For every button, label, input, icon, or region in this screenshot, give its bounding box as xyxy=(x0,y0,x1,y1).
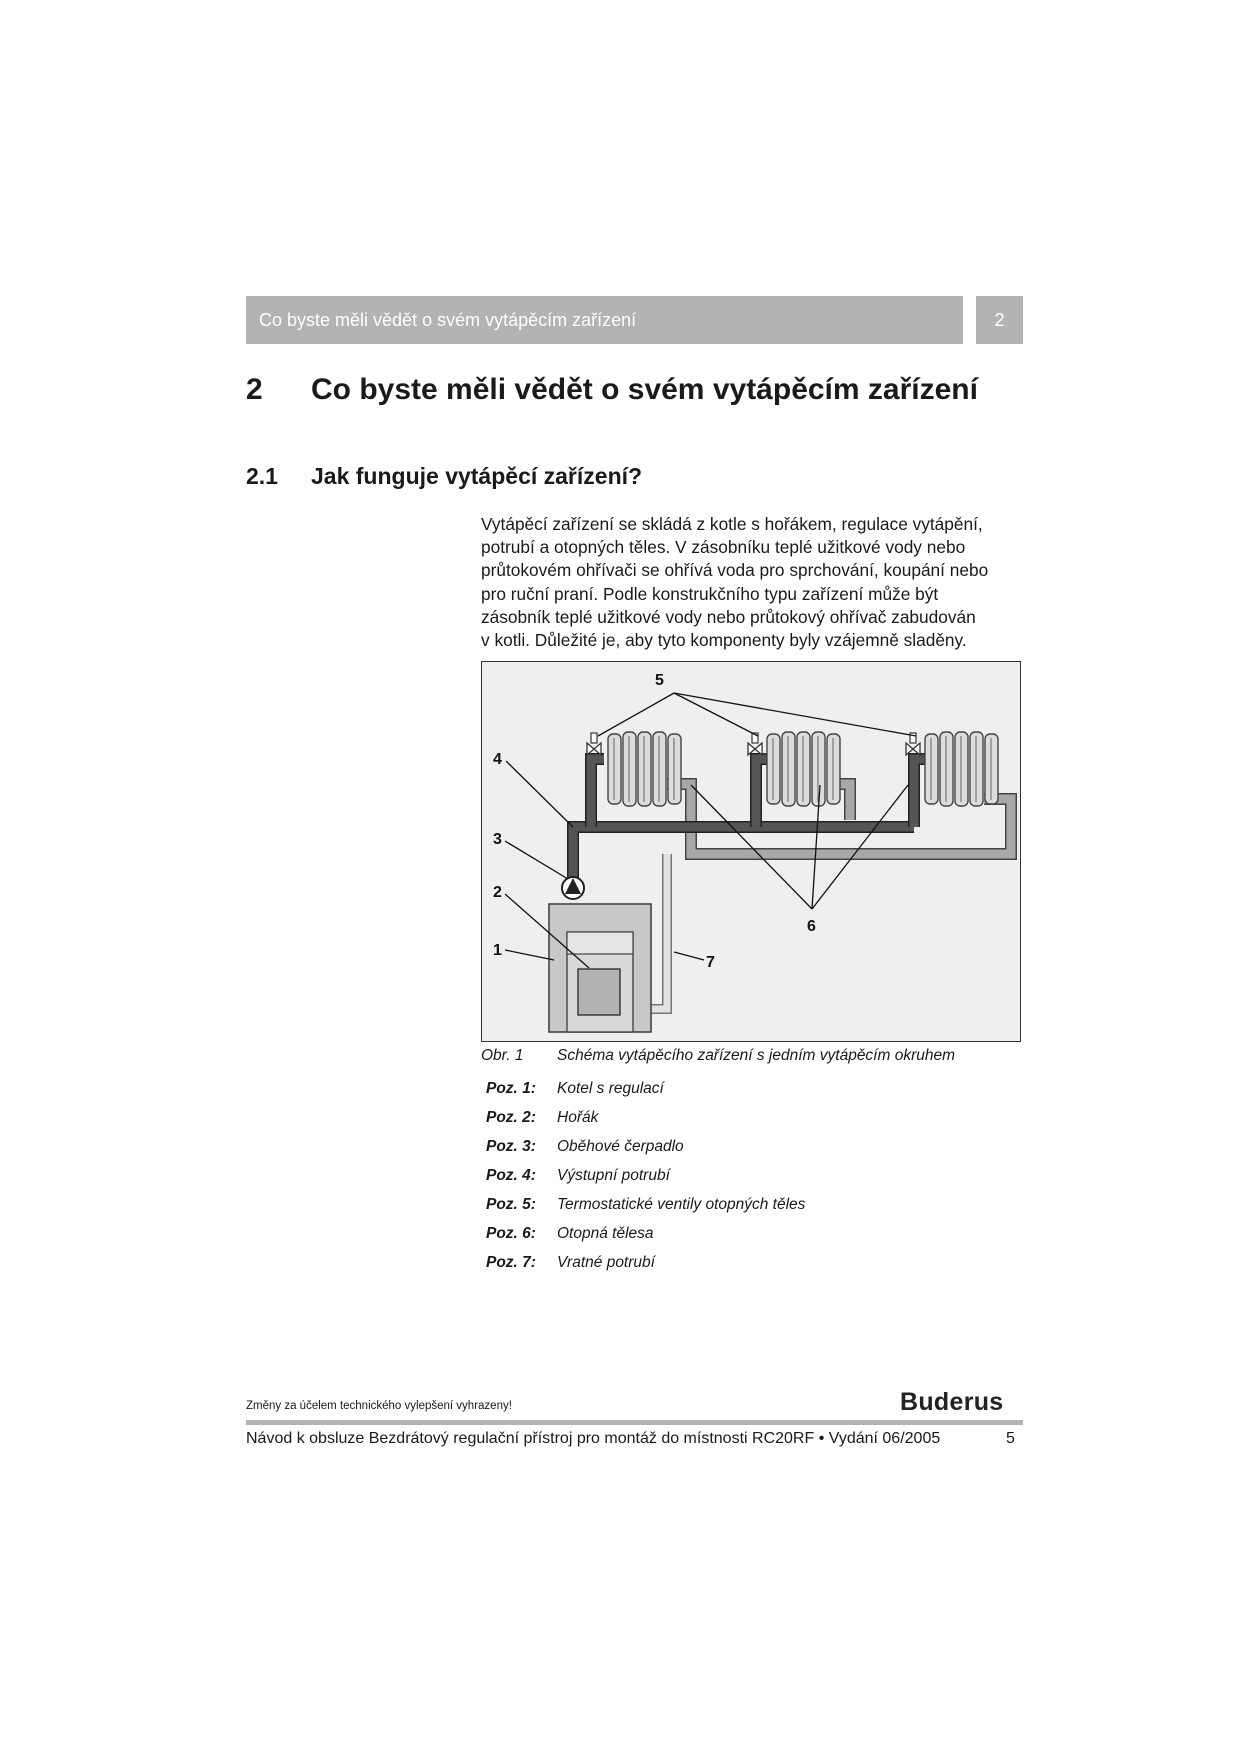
radiator xyxy=(767,732,840,806)
chapter-heading-number: 2 xyxy=(246,373,263,406)
body-line: zásobník teplé užitkové vody nebo průtokový ohřívač zabudován xyxy=(481,606,976,627)
body-line: pro ruční praní. Podle konstrukčního typu zařízení může být xyxy=(481,583,939,604)
thermostatic-valve xyxy=(906,733,920,755)
diagram-label-1: 1 xyxy=(493,942,502,959)
diagram-label-4: 4 xyxy=(493,751,502,768)
diagram-label-2: 2 xyxy=(493,884,502,901)
footer-document-title: Návod k obsluze Bezdrátový regulační přístroj pro montáž do místnosti RC20RF • Vydání 06/2005 xyxy=(246,1430,941,1447)
legend-value: Termostatické ventily otopných těles xyxy=(557,1196,806,1213)
footer-divider xyxy=(246,1420,1023,1425)
running-header xyxy=(246,296,963,344)
body-line: průtokovém ohřívači se ohřívá voda pro sprchování, koupání nebo xyxy=(481,560,989,581)
diagram-svg xyxy=(482,662,1020,1041)
legend-value: Hořák xyxy=(557,1109,599,1126)
radiator xyxy=(608,732,681,806)
figure-caption-label: Obr. 1 xyxy=(481,1047,524,1064)
body-line: v kotli. Důležité je, aby tyto komponenty byly vzájemně sladěny. xyxy=(481,630,967,651)
boiler xyxy=(549,904,651,1032)
brand-logo: Buderus xyxy=(900,1388,1004,1416)
thermostatic-valve xyxy=(748,733,762,755)
body-paragraph xyxy=(481,513,1031,652)
legend-key: Poz. 5: xyxy=(486,1196,536,1213)
thermostatic-valve xyxy=(587,733,601,755)
body-line: potrubí a otopných těles. V zásobníku teplé užitkové vody nebo xyxy=(481,537,966,558)
section-heading-number: 2.1 xyxy=(246,463,278,489)
legend-value: Výstupní potrubí xyxy=(557,1167,670,1184)
running-header-title: Co byste měli vědět o svém vytápěcím zařízení xyxy=(259,310,637,330)
circulation-pump xyxy=(562,877,584,899)
legend-key: Poz. 2: xyxy=(486,1109,536,1126)
legend-key: Poz. 3: xyxy=(486,1138,536,1155)
footer-note: Změny za účelem technického vylepšení vyhrazeny! xyxy=(246,1400,512,1412)
radiator xyxy=(925,732,998,806)
heating-system-diagram xyxy=(481,661,1021,1042)
page-number: 5 xyxy=(1006,1430,1015,1447)
legend-key: Poz. 7: xyxy=(486,1254,536,1271)
legend-key: Poz. 4: xyxy=(486,1167,536,1184)
section-heading-text: Jak funguje vytápěcí zařízení? xyxy=(311,463,643,489)
legend-value: Oběhové čerpadlo xyxy=(557,1138,684,1155)
figure-caption-text: Schéma vytápěcího zařízení s jedním vytápěcím okruhem xyxy=(557,1047,956,1064)
legend-value: Kotel s regulací xyxy=(557,1080,664,1097)
diagram-label-3: 3 xyxy=(493,831,502,848)
chapter-number-tab: 2 xyxy=(976,296,1023,344)
diagram-label-6: 6 xyxy=(807,918,816,935)
chapter-heading-text: Co byste měli vědět o svém vytápěcím zařízení xyxy=(311,373,978,406)
diagram-label-5: 5 xyxy=(655,672,664,689)
legend-key: Poz. 1: xyxy=(486,1080,536,1097)
diagram-label-7: 7 xyxy=(706,954,715,971)
body-line: Vytápěcí zařízení se skládá z kotle s hořákem, regulace vytápění, xyxy=(481,514,983,534)
legend-key: Poz. 6: xyxy=(486,1225,536,1242)
legend-value: Vratné potrubí xyxy=(557,1254,655,1271)
legend-value: Otopná tělesa xyxy=(557,1225,654,1242)
